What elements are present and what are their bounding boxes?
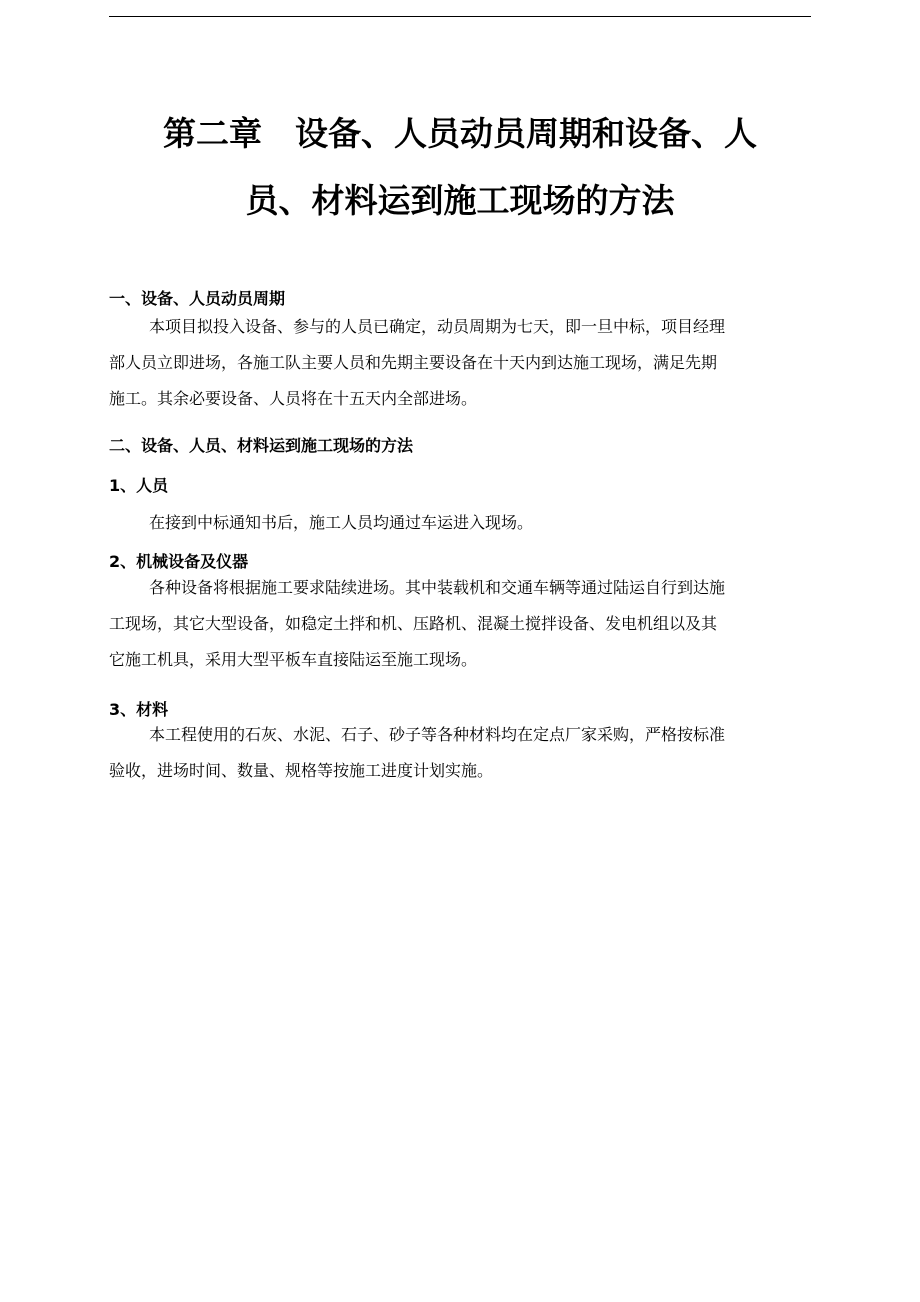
section-1-paragraph xyxy=(109,309,811,417)
subsection-2-heading: 2、机械设备及仪器 xyxy=(109,552,249,571)
paragraph-line: 施工。其余必要设备、人员将在十五天内全部进场。 xyxy=(109,389,478,408)
paragraph-line: 各种设备将根据施工要求陆续进场。其中装载机和交通车辆等通过陆运自行到达施 xyxy=(149,578,726,597)
subsection-2-paragraph xyxy=(109,570,811,678)
paragraph-line: 在接到中标通知书后，施工人员均通过车运进入现场。 xyxy=(149,513,534,532)
header-rule xyxy=(109,16,811,17)
paragraph-line: 它施工机具，采用大型平板车直接陆运至施工现场。 xyxy=(109,650,478,669)
subsection-3-heading: 3、材料 xyxy=(109,700,169,719)
paragraph-line: 本项目拟投入设备、参与的人员已确定，动员周期为七天，即一旦中标，项目经理 xyxy=(149,317,726,336)
paragraph-line: 部人员立即进场，各施工队主要人员和先期主要设备在十天内到达施工现场，满足先期 xyxy=(109,353,718,372)
subsection-1-heading: 1、人员 xyxy=(109,476,169,495)
chapter-title-line-1: 第二章 设备、人员动员周期和设备、人 xyxy=(163,114,757,153)
paragraph-line: 验收，进场时间、数量、规格等按施工进度计划实施。 xyxy=(109,761,494,780)
section-1-heading: 一、设备、人员动员周期 xyxy=(109,289,286,308)
subsection-3-paragraph xyxy=(109,717,811,789)
chapter-title-line-2: 员、材料运到施工现场的方法 xyxy=(245,181,675,220)
subsection-1-paragraph xyxy=(109,505,811,541)
paragraph-line: 本工程使用的石灰、水泥、石子、砂子等各种材料均在定点厂家采购，严格按标准 xyxy=(149,725,726,744)
section-2-heading: 二、设备、人员、材料运到施工现场的方法 xyxy=(109,436,414,455)
paragraph-line: 工现场，其它大型设备，如稳定土拌和机、压路机、混凝土搅拌设备、发电机组以及其 xyxy=(109,614,718,633)
